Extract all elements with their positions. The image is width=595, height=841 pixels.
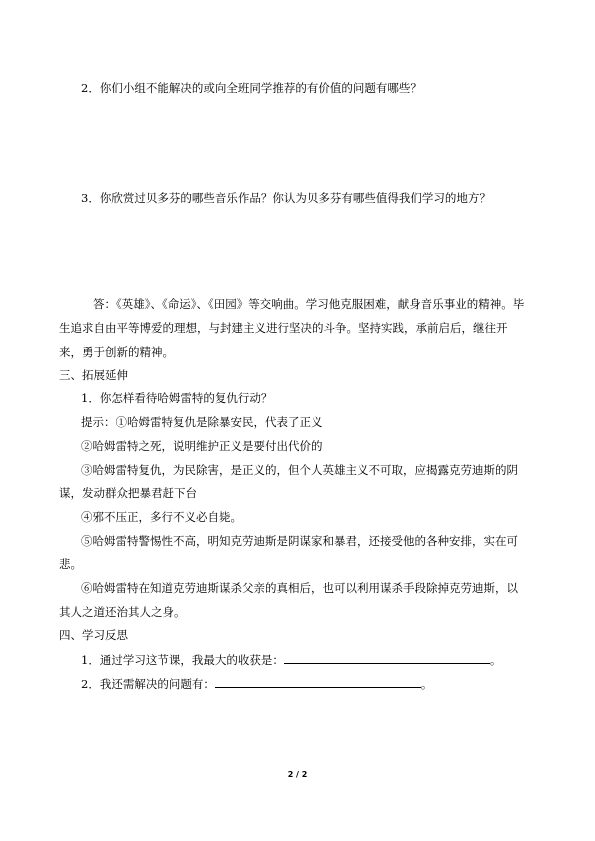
hint-line-6b: 其人之道还治其人之身。 (59, 605, 186, 619)
extension-question: 1．你怎样看待哈姆雷特的复仇行动？ (81, 391, 273, 405)
hint-line-3b: 谋，发动群众把暴君赶下台 (59, 486, 197, 500)
reflection-2-blank[interactable] (215, 675, 421, 688)
hint-line-5b: 悲。 (59, 557, 82, 571)
answer-line-3: 来，勇于创新的精神。 (59, 345, 174, 359)
reflection-1-blank[interactable] (284, 651, 490, 664)
hint-line-6a: ⑥哈姆雷特在知道克劳迪斯谋杀父亲的真相后，也可以利用谋杀手段除掉克劳迪斯，以 (81, 581, 518, 595)
question-3: 3．你欣赏过贝多芬的哪些音乐作品？你认为贝多芬有哪些值得我们学习的地方？ (81, 191, 491, 205)
hint-line-3a: ③哈姆雷特复仇，为民除害，是正义的，但个人英雄主义不可取，应揭露克劳迪斯的阴 (81, 463, 518, 477)
section-3-heading: 三、拓展延伸 (59, 368, 128, 382)
reflection-1-end: 。 (489, 653, 502, 667)
reflection-2-label: 2．我还需解决的问题有： (81, 677, 215, 691)
answer-line-1: 答：《英雄》、《命运》、《田园》等交响曲。学习他克服困难，献身音乐事业的精神。毕 (93, 297, 525, 311)
hint-line-2: ②哈姆雷特之死，说明维护正义是要付出代价的 (81, 439, 323, 453)
reflection-2-end: 。 (420, 677, 433, 691)
page-number: 2 / 2 (287, 770, 308, 779)
reflection-1 (81, 651, 501, 668)
hint-line-1: 提示：①哈姆雷特复仇是除暴安民，代表了正义 (81, 415, 323, 429)
hint-line-5a: ⑤哈姆雷特警惕性不高，明知克劳迪斯是阴谋家和暴君，还接受他的各种安排，实在可 (81, 534, 518, 548)
section-4-heading: 四、学习反思 (59, 628, 128, 642)
hint-line-4: ④邪不压正，多行不义必自毙。 (81, 510, 242, 524)
reflection-2 (81, 675, 432, 692)
reflection-1-label: 1．通过学习这节课，我最大的收获是： (81, 653, 284, 667)
answer-line-2: 生追求自由平等博爱的理想，与封建主义进行坚决的斗争。坚持实践，承前启后，继往开 (59, 321, 508, 335)
question-2: 2．你们小组不能解决的或向全班同学推荐的有价值的问题有哪些？ (81, 81, 422, 95)
